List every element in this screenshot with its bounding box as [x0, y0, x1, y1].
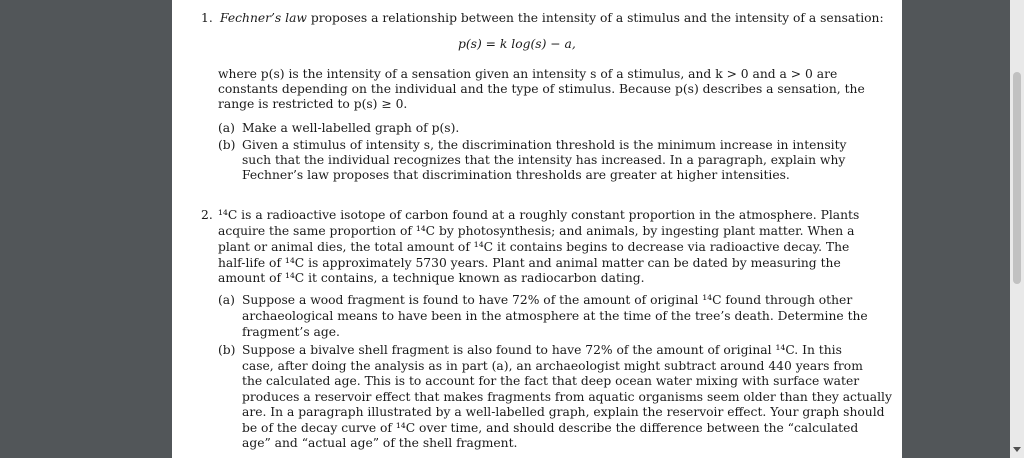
- q2b-line: case, after doing the analysis as in part (a), an archaeologist might subtract around 440 years from: [242, 359, 863, 373]
- q1a-label: (a): [218, 121, 235, 135]
- q2-para-line: amount of ¹⁴C it contains, a technique known as radiocarbon dating.: [218, 271, 645, 285]
- q2b-line: age” and “actual age” of the shell fragment.: [242, 436, 518, 450]
- q2a-label: (a): [218, 293, 235, 307]
- document-page: [172, 0, 902, 458]
- q2-para-line: acquire the same proportion of ¹⁴C by photosynthesis; and animals, by ingesting plant matter. When a: [218, 224, 855, 238]
- q1-intro: [220, 11, 884, 26]
- q1-intro-term: Fechner’s law: [220, 11, 307, 25]
- q2b-line: Suppose a bivalve shell fragment is also found to have 72% of the amount of original ¹⁴C. In this: [242, 343, 842, 357]
- q1b-line: such that the individual recognizes that the intensity has increased. In a paragraph, explain why: [242, 153, 846, 167]
- q1-para-line: range is restricted to p(s) ≥ 0.: [218, 97, 408, 111]
- q2b-line: the calculated age. This is to account for the fact that deep ocean water mixing with surface water: [242, 374, 860, 388]
- q1-para-line: where p(s) is the intensity of a sensation given an intensity s of a stimulus, and k > 0 and a > 0 are: [218, 67, 838, 81]
- q2b-label: (b): [218, 343, 236, 357]
- q2-para-line: half-life of ¹⁴C is approximately 5730 years. Plant and animal matter can be dated by measuring the: [218, 256, 841, 270]
- scroll-down-arrow-icon[interactable]: [1013, 447, 1021, 452]
- q2-para-line: plant or animal dies, the total amount of ¹⁴C it contains begins to decrease via radioactive decay. The: [218, 240, 850, 254]
- q1-intro-text: proposes a relationship between the intensity of a stimulus and the intensity of a sensation:: [306, 11, 884, 25]
- q2b-line: be of the decay curve of ¹⁴C over time, and should describe the difference between the “calculated: [242, 421, 859, 435]
- q1-equation: p(s) = k log(s) − a,: [458, 37, 576, 51]
- q1b-label: (b): [218, 138, 236, 152]
- q2-number: 2.: [201, 208, 213, 222]
- q1b-line: Given a stimulus of intensity s, the discrimination threshold is the minimum increase in intensity: [242, 138, 847, 152]
- vertical-scrollbar[interactable]: [1010, 0, 1024, 458]
- q1-number: 1.: [201, 11, 213, 25]
- q2a-line: fragment’s age.: [242, 325, 340, 339]
- q2-para-line: ¹⁴C is a radioactive isotope of carbon found at a roughly constant proportion in the atmosphere. Plants: [218, 208, 860, 222]
- scrollbar-thumb[interactable]: [1013, 72, 1021, 284]
- q1-para-line: constants depending on the individual and the type of stimulus. Because p(s) describes a sensation, the: [218, 82, 865, 96]
- q2b-line: are. In a paragraph illustrated by a well-labelled graph, explain the reservoir effect. Your graph should: [242, 405, 885, 419]
- q2a-line: Suppose a wood fragment is found to have 72% of the amount of original ¹⁴C found through other: [242, 293, 853, 307]
- q1a-text: Make a well-labelled graph of p(s).: [242, 121, 460, 135]
- q1b-line: Fechner’s law proposes that discrimination thresholds are greater at higher intensities.: [242, 168, 790, 182]
- q2a-line: archaeological means to have been in the atmosphere at the time of the tree’s death. Determine the: [242, 309, 868, 323]
- q2b-line: produces a reservoir effect that makes fragments from aquatic organisms seem older than they actually: [242, 390, 892, 404]
